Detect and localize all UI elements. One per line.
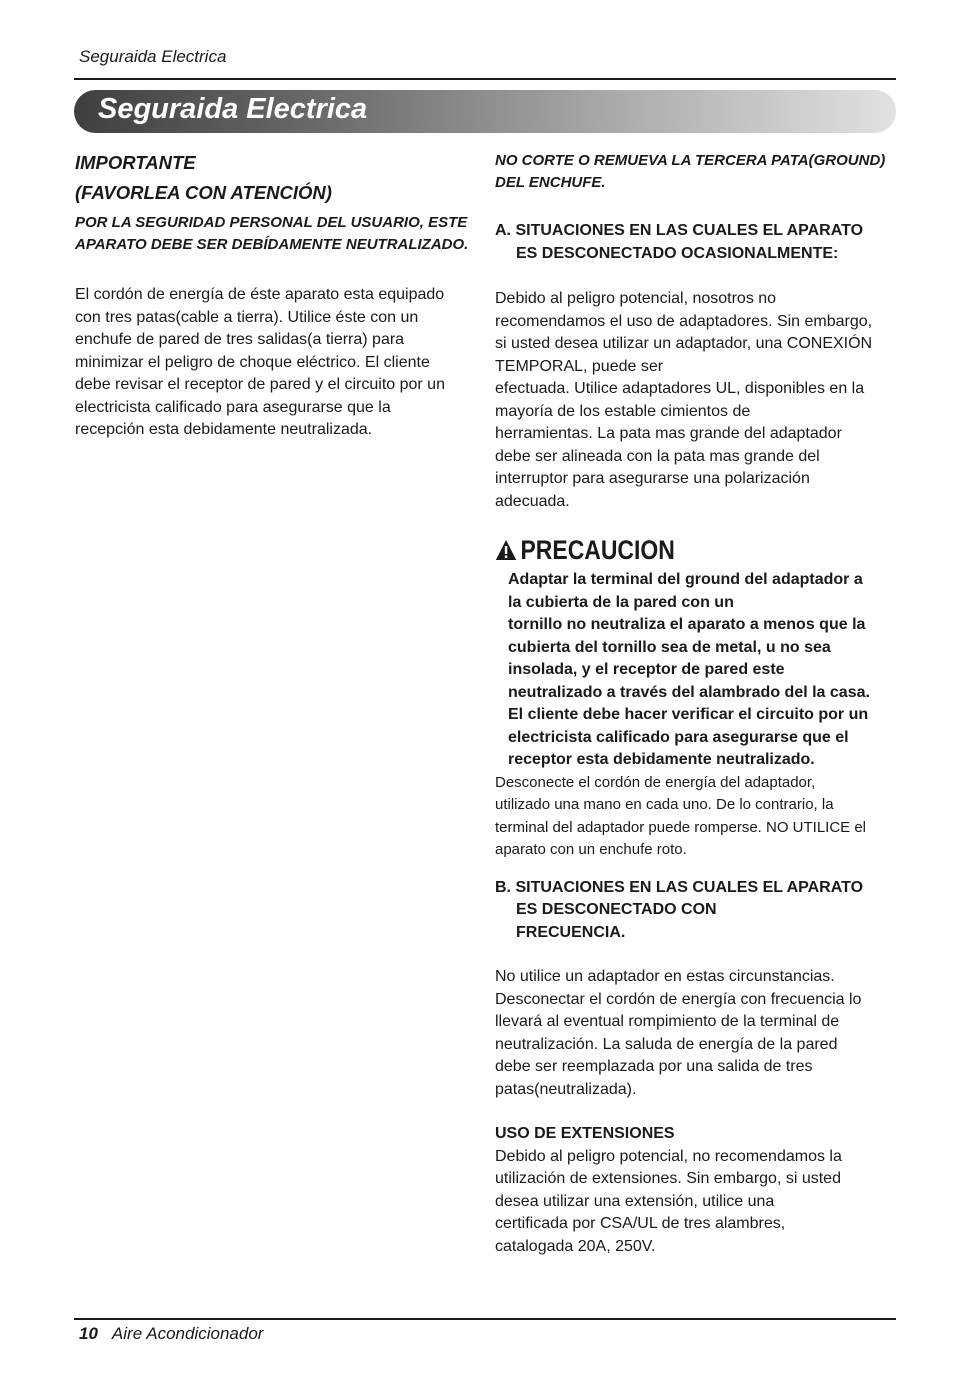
attention-heading: (FAVORLEA CON ATENCIÓN) [75, 182, 332, 203]
important-heading: IMPORTANTE [75, 152, 196, 173]
section-banner [74, 90, 896, 133]
footer-product: Aire Acondicionador [111, 1324, 264, 1343]
banner-title: Seguraida Electrica [98, 93, 368, 125]
running-header: Seguraida Electrica [79, 47, 227, 66]
section-b-paragraph: No utilice un adaptador en estas circunstancias. Desconectar el cordón de energía con frecuencia lo llevará al eventual rompimiento de la terminal de neutralización. La saluda de energía de la pared debe ser reemplazada por una salida de tres patas(neutralizada). [495, 968, 862, 1098]
extensions-heading: USO DE EXTENSIONES [495, 1125, 675, 1142]
caution-bold-text: Adaptar la terminal del ground del adaptador a la cubierta de la pared con un tornillo no neutraliza el aparato a menos que la cubierta del tornillo sea de metal, u no sea insolada, y el receptor de pared este neutralizado a través del alambrado del la casa. El cliente debe hacer verificar el circuito por un electricista calificado para asegurarse que el receptor esta debidamente neutralizado. [508, 571, 870, 768]
section-b-heading: B. SITUACIONES EN LAS CUALES EL APARATO ES DESCONECTADO CON FRECUENCIA. [495, 878, 864, 941]
caution-heading: PRECAUCION [495, 535, 835, 565]
section-a-heading: A. SITUACIONES EN LAS CUALES EL APARATO ES DESCONECTADO OCASIONALMENTE: [495, 222, 864, 262]
right-column [495, 150, 895, 1258]
footer-rule [74, 1318, 896, 1320]
section-a-paragraph: Debido al peligro potencial, nosotros no recomendamos el uso de adaptadores. Sin embargo, si usted desea utilizar un adaptador, una CONEXIÓN TEMPORAL, puede ser efectuada. Utilice adaptadores UL, disponibles en la mayoría de los estable cimientos de herramientas. La pata mas grande del adaptador debe ser alineada con la pata mas grande del interruptor para asegurarse una polarización adecuada. [495, 290, 873, 510]
intro-paragraph: El cordón de energía de éste aparato esta equipado con tres patas(cable a tierra). Utilice éste con un enchufe de pared de tres salidas(a tierra) para minimizar el peligro de choque eléctrico. El cliente debe revisar el receptor de pared y el circuito por un electricista calificado para asegurarse que la recepción esta debidamente neutralizada. [75, 286, 445, 438]
ground-notice: NO CORTE O REMUEVA LA TERCERA PATA(GROUND) DEL ENCHUFE. [495, 152, 886, 191]
extensions-paragraph: Debido al peligro potencial, no recomendamos la utilización de extensiones. Sin embargo, si usted desea utilizar una extensión, utilice una certificada por CSA/UL de tres alambres, catalogada 20A, 250V. [495, 1147, 842, 1255]
safety-subheading: POR LA SEGURIDAD PERSONAL DEL USUARIO, ESTE APARATO DEBE SER DEBÍDAMENTE NEUTRALIZADO. [75, 214, 469, 253]
header-rule [74, 78, 896, 80]
left-column [75, 148, 470, 442]
caution-paragraph: Desconecte el cordón de energía del adaptador, utilizado una mano en cada uno. De lo contrario, la terminal del adaptador puede romperse. NO UTILICE el aparato con un enchufe roto. [495, 773, 867, 858]
page-footer [79, 1324, 263, 1344]
warning-triangle-icon [495, 539, 517, 561]
page-number: 10 [79, 1324, 98, 1343]
